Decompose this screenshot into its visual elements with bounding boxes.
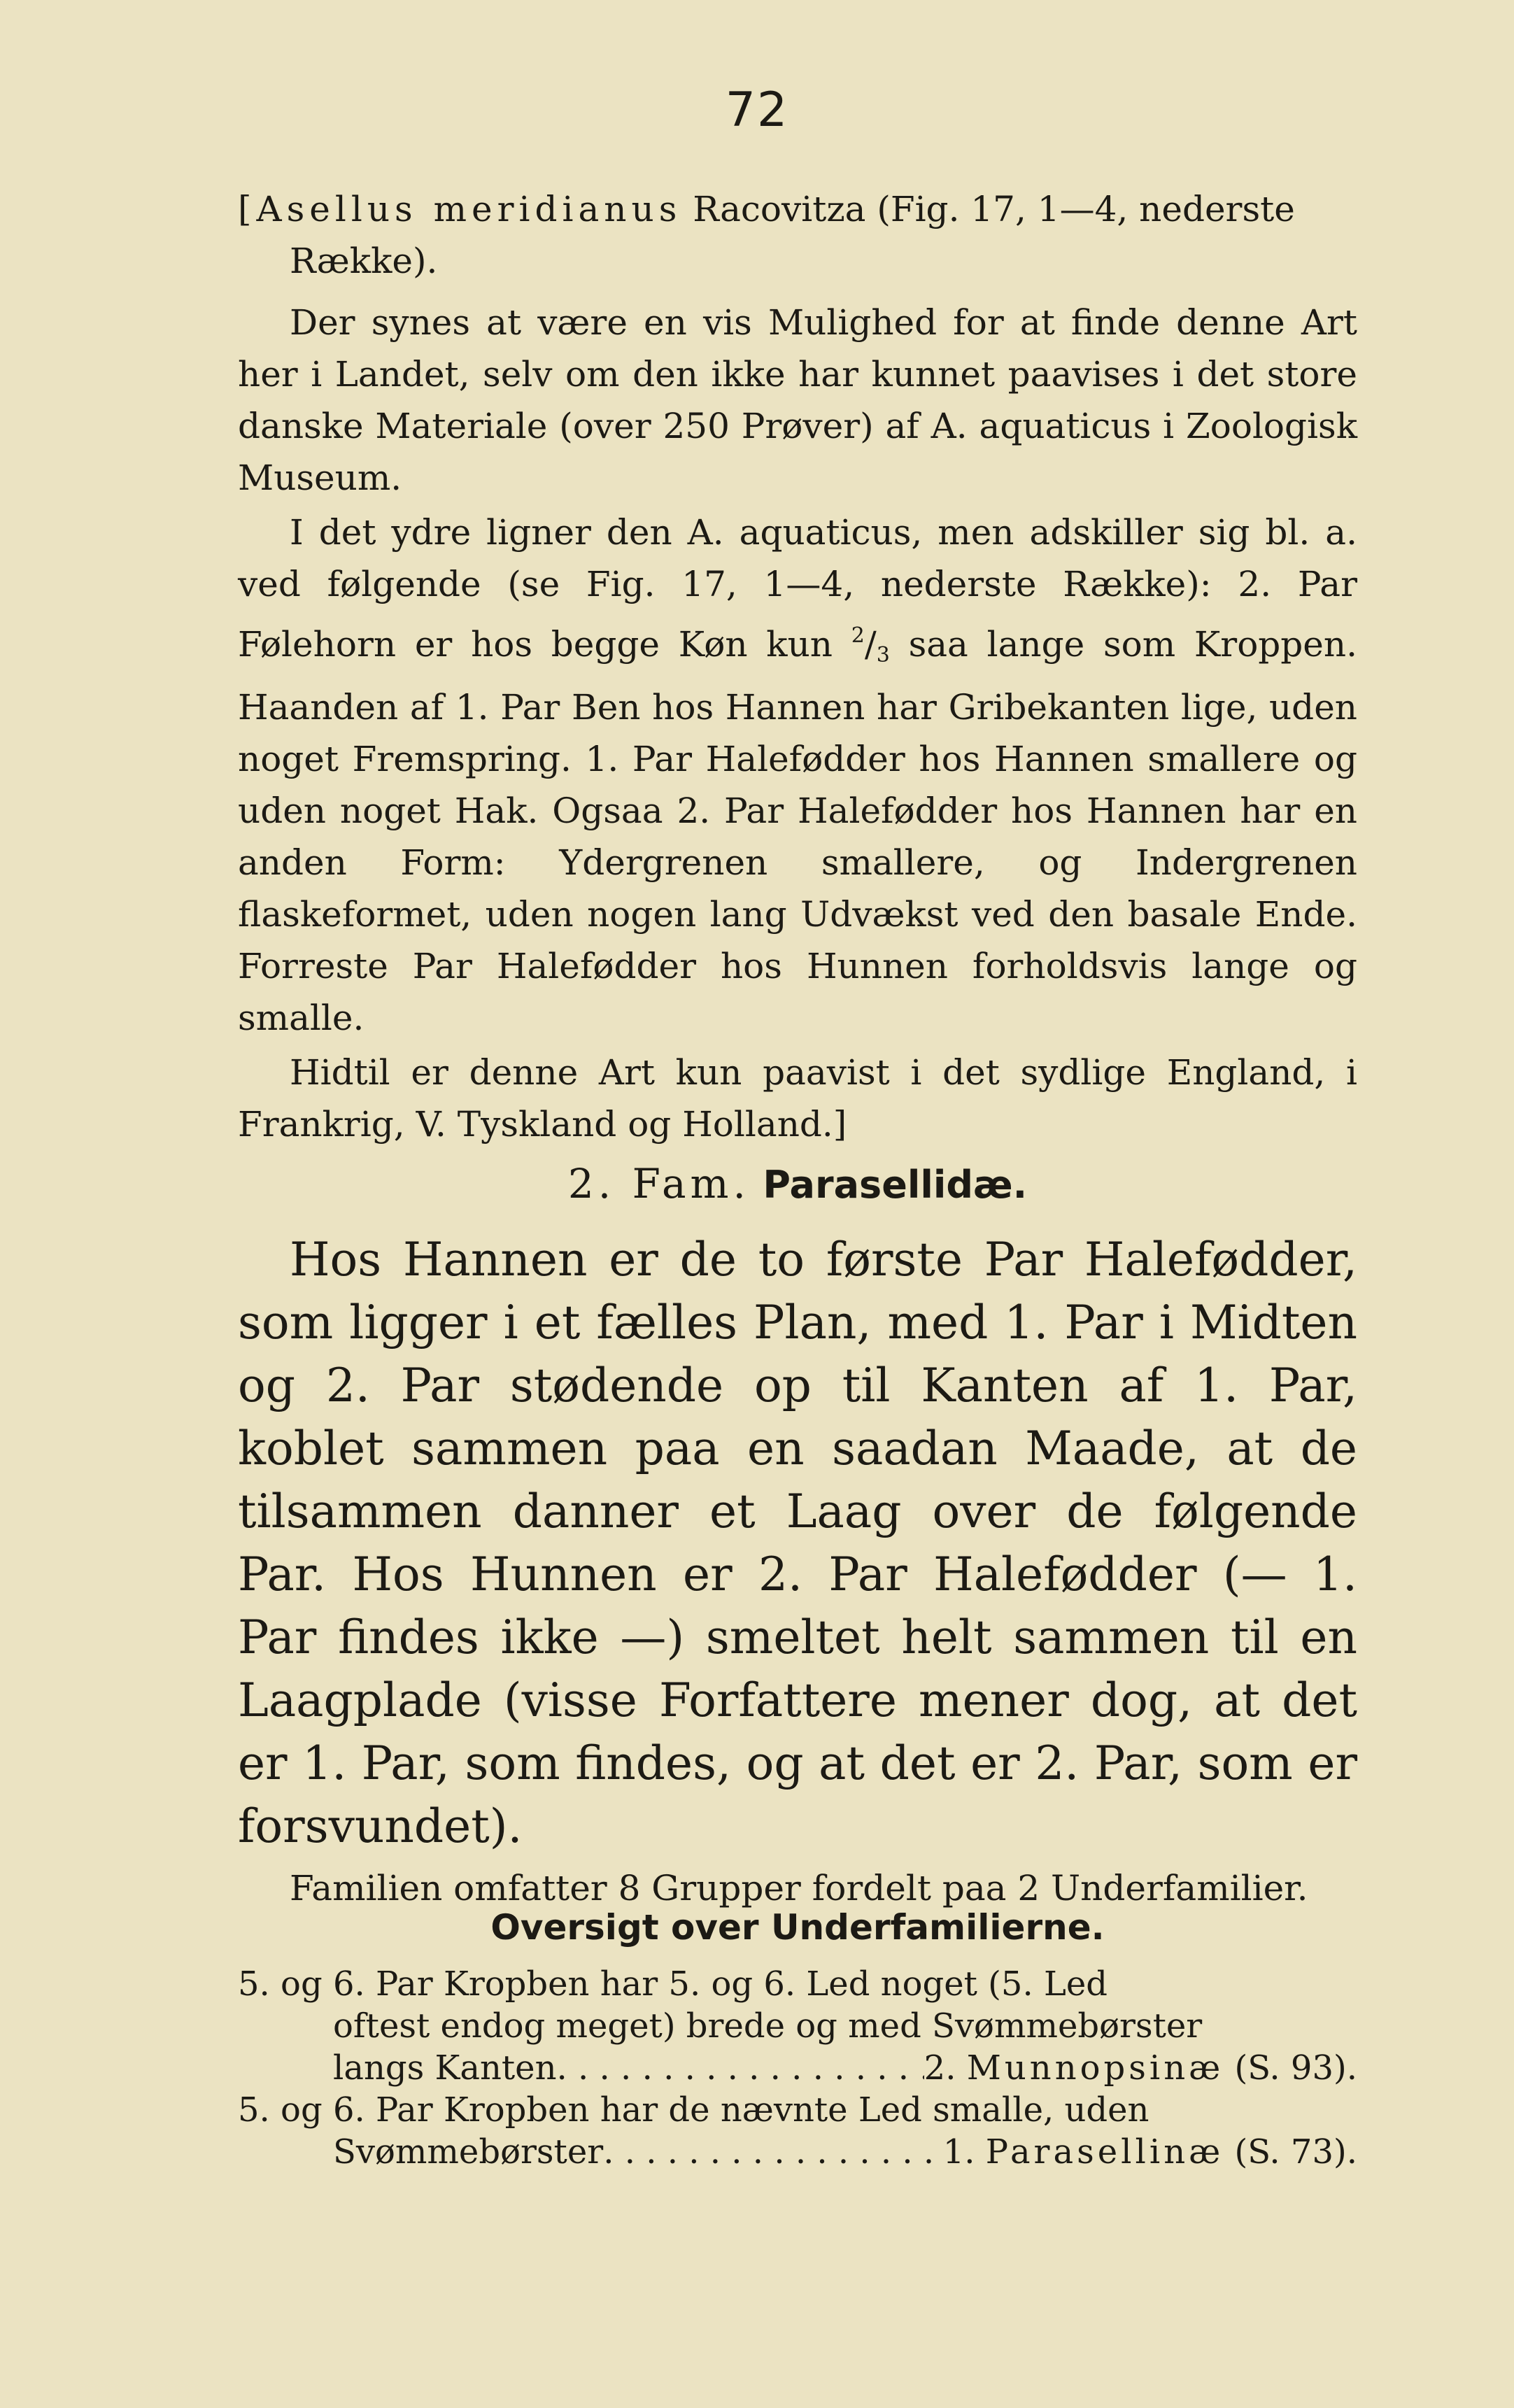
family-description: Hos Hannen er de to første Par Halefødder, som ligger i et fælles Plan, med 1. Par i Midten og 2. Par stødende op til Kanten af 1. Par, koblet sammen paa en saadan Maade, at de tilsammen danner et Laag over de følgende Par. Hos Hunnen er 2. Par Halefødder (— 1. Par findes ikke —) smeltet helt sammen til en Laagplade (visse Forfattere mener dog, at det er 1. Par, som findes, og at det er 2. Par, som er forsvundet). <box>238 1233 1357 1853</box>
family-heading <box>238 1156 1357 1213</box>
leader-dots <box>603 2131 943 2173</box>
key-entry-1-lead-line <box>238 2047 1357 2089</box>
fraction-denominator: 3 <box>876 643 890 667</box>
key-entry-2-lead-text: Svømmebørster <box>333 2132 604 2172</box>
asellus-paragraph-2-part-a: I det ydre ligner den A. aquaticus, men adskiller sig bl. a. ved følgende (se Fig. 17, 1—4, nederste Række): 2. Par Følehorn er hos begge Køn kun <box>238 512 1357 665</box>
family-number: 2. Fam. <box>567 1160 750 1207</box>
result-name: Munnopsinæ <box>966 2048 1224 2088</box>
taxon-name: [Asellus meridianus <box>238 189 682 229</box>
leader-dots <box>557 2047 924 2089</box>
result-number: 2. <box>924 2048 956 2088</box>
key-table <box>238 1963 1357 2173</box>
asellus-paragraph-3: Hidtil er denne Art kun paavist i det sydlige England, i Frankrig, V. Tyskland og Holland.] <box>238 1052 1357 1145</box>
family-summary: Familien omfatter 8 Grupper fordelt paa 2 Underfamilier. <box>290 1868 1308 1908</box>
asellus-paragraph-1: Der synes at være en vis Mulighed for at finde denne Art her i Landet, selv om den ikke har kunnet paavises i det store danske Materiale (over 250 Prøver) af A. aquaticus i Zoologisk Museum. <box>238 302 1357 498</box>
key-entry-2-line-1: 5. og 6. Par Kropben har de nævnte Led smalle, uden <box>238 2090 1149 2130</box>
fraction-numerator: 2 <box>851 623 865 648</box>
asellus-paragraph-2-part-b: saa lange som Kroppen. Haanden af 1. Par Ben hos Hannen har Gribekanten lige, uden noget Fremspring. 1. Par Halefødder hos Hannen smallere og uden noget Hak. Ogsaa 2. Par Halefødder hos Hannen har en anden Form: Ydergrenen smallere, og Indergrenen flaskeformet, uden nogen lang Udvækst ved den basale Ende. Forreste Par Halefødder hos Hunnen forholdsvis lange og smalle. <box>238 624 1357 1038</box>
key-entry-2-result <box>943 2131 1357 2173</box>
asellus-paragraph-2 <box>238 507 1357 1044</box>
asellus-section <box>238 183 1357 1150</box>
key-entry-1 <box>238 1963 1357 2089</box>
oversigt-title: Oversigt over Underfamilierne. <box>490 1907 1105 1948</box>
key-entry-1-lead-text: langs Kanten <box>333 2048 557 2088</box>
key-entry-1-line-2: oftest endog meget) brede og med Svømmebørster <box>333 2006 1203 2046</box>
key-entry-1-line-1: 5. og 6. Par Kropben har 5. og 6. Led noget (5. Led <box>238 1964 1108 2004</box>
key-entry-2-lead-line <box>238 2131 1357 2173</box>
family-name: Parasellidæ. <box>763 1163 1028 1207</box>
page-number: 72 <box>725 83 789 138</box>
taxon-author: Racovitza (Fig. 17, 1—4, nederste Række). <box>290 189 1295 281</box>
taxon-heading <box>238 183 1357 287</box>
oversigt-section <box>238 1901 1357 2173</box>
key-entry-2 <box>238 2089 1357 2173</box>
key-entry-1-result <box>924 2047 1357 2089</box>
result-number: 1. <box>942 2132 975 2172</box>
result-page-ref: (S. 73). <box>1234 2132 1357 2172</box>
result-page-ref: (S. 93). <box>1234 2048 1357 2088</box>
fraction-slash: / <box>864 624 877 665</box>
family-section <box>238 1156 1357 1914</box>
result-name: Parasellinæ <box>985 2132 1224 2172</box>
